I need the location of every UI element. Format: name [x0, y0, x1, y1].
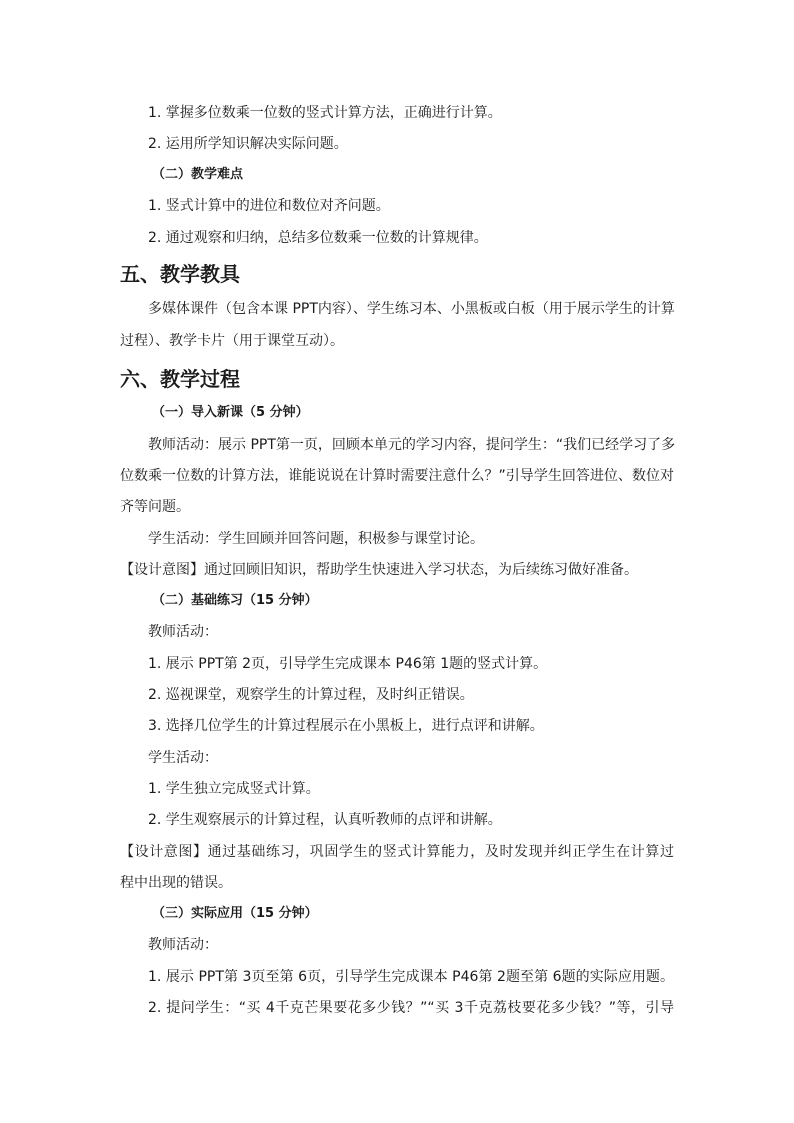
- text-line: 1. 展示 PPT第 3页至第 6页，引导学生完成课本 P46第 2题至第 6题的实际应用题。: [148, 969, 674, 985]
- text-line: 【设计意图】通过基础练习，巩固学生的竖式计算能力，及时发现并纠正学生在计算过: [120, 844, 674, 860]
- text-line: 2. 运用所学知识解决实际问题。: [148, 136, 348, 152]
- subsection-heading: （二）教学难点: [152, 167, 244, 182]
- text-line: 教师活动：: [148, 937, 218, 953]
- text-line: 多媒体课件（包含本课 PPT内容）、学生练习本、小黑板或白板（用于展示学生的计算: [148, 301, 675, 317]
- text-line: 齐等问题。: [120, 499, 190, 515]
- text-line: 2. 提问学生：“买 4千克芒果要花多少钱？”“买 3千克荔枝要花多少钱？”等，引导: [148, 1000, 674, 1016]
- text-line: 教师活动：: [148, 624, 218, 640]
- subsection-heading: （一）导入新课（5 分钟）: [152, 405, 309, 420]
- text-line: 1. 掌握多位数乘一位数的竖式计算方法，正确进行计算。: [148, 105, 502, 121]
- text-line: 2. 通过观察和归纳，总结多位数乘一位数的计算规律。: [148, 230, 488, 246]
- text-line: 过程）、教学卡片（用于课堂互动）。: [120, 333, 344, 349]
- text-line: 1. 竖式计算中的进位和数位对齐问题。: [148, 198, 390, 214]
- text-line: 学生活动：学生回顾并回答问题，积极参与课堂讨论。: [148, 531, 484, 547]
- section-heading: 五、教学教具: [120, 262, 240, 286]
- text-line: 2. 学生观察展示的计算过程，认真听教师的点评和讲解。: [148, 812, 502, 828]
- text-line: 3. 选择几位学生的计算过程展示在小黑板上，进行点评和讲解。: [148, 718, 544, 734]
- section-heading: 六、教学过程: [120, 367, 240, 391]
- text-line: 【设计意图】通过回顾旧知识，帮助学生快速进入学习状态，为后续练习做好准备。: [120, 562, 638, 578]
- subsection-heading: （二）基础练习（15 分钟）: [152, 593, 318, 608]
- text-line: 2. 巡视课堂，观察学生的计算过程，及时纠正错误。: [148, 687, 474, 703]
- text-line: 教师活动：展示 PPT第一页，回顾本单元的学习内容，提问学生：“我们已经学习了多: [148, 437, 676, 453]
- text-line: 学生活动：: [148, 750, 218, 766]
- subsection-heading: （三）实际应用（15 分钟）: [152, 906, 318, 921]
- text-line: 1. 展示 PPT第 2页，引导学生完成课本 P46第 1题的竖式计算。: [148, 656, 548, 672]
- text-line: 位数乘一位数的计算方法，谁能说说在计算时需要注意什么？”引导学生回答进位、数位对: [120, 468, 674, 484]
- text-line: 程中出现的错误。: [120, 875, 232, 891]
- text-line: 1. 学生独立完成竖式计算。: [148, 781, 320, 797]
